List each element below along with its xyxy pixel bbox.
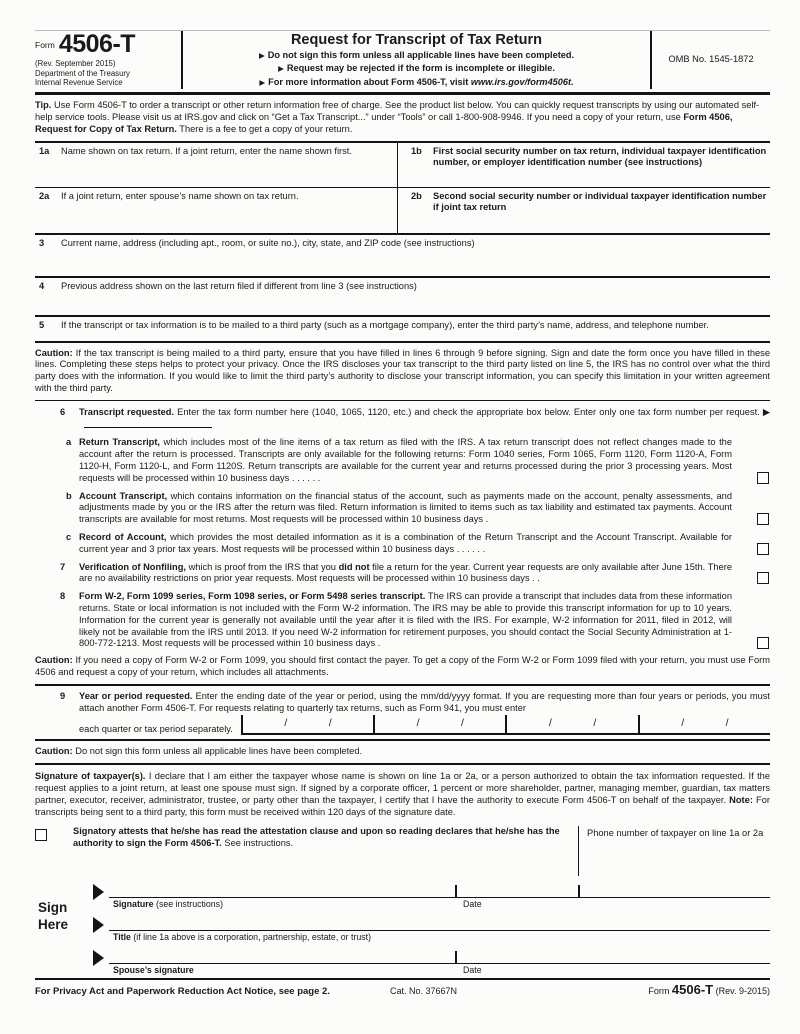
date-label: Date <box>463 964 482 975</box>
line-6a-text: Return Transcript, which includes most of the line items of a tax return as filed with the IRS. A tax return transcript does not reflect changes made to the account after the return is processed. Transcripts are only available for the following returns: Form 1040 series, Form 1065, Form 1120, Form 1120-A, Form 1120-H, Form 1120-L, and Form 1120S. Return transcripts are available for the current year and returns processed during the prior 3 processing years. Most requests will be processed within 10 business days . . . . . . <box>79 437 732 483</box>
line-letter: c <box>66 531 72 542</box>
sign-here-label: Sign Here <box>38 900 69 932</box>
line-8-w2-1099-transcript <box>35 591 770 650</box>
caution-w2-copy: Caution: If you need a copy of Form W-2 or Form 1099, you should first contact the payer. To get a copy of the Form W-2 or Form 1099 filed with your return, you must use Form 4506 and request a copy of your return, which includes all attachments. <box>35 655 771 677</box>
field-3-current-address[interactable] <box>35 235 475 276</box>
line-7-text: Verification of Nonfiling, which is proof from the IRS that you did not file a return for the year. Current year requests are only available after June 15th. There are no availability restrictions on prior year requests. Most requests will be processed within 10 business days . . <box>79 561 732 584</box>
line-6-label: Transcript requested. Enter the tax form number here (1040, 1065, 1120, etc.) and check the appropriate box below. Enter only one tax form number per request. ▶ <box>79 406 771 417</box>
line-8-text: Form W-2, Form 1099 series, Form 1098 series, or Form 5498 series transcript. The IRS can provide a transcript that includes data from these information returns. State or local information is not included with the Form W-2 information. The IRS may be able to provide this transcript information for up to 10 years. Information for the current year is generally not available until the year after it is filed with the IRS. For example, W-2 information for 2011, filed in 2012, will likely not be available from the IRS until 2013. If you need W-2 information for retirement purposes, you should contact the Social Security Administration at 1-800-772-1213. Most requests will be processed within 10 business days . <box>79 591 733 649</box>
phone-number-label: Phone number of taxpayer on line 1a or 2a <box>587 828 764 839</box>
field-1a-label: Name shown on tax return. If a joint return, enter the name shown first. <box>61 145 352 156</box>
header-bullet-2-text: Request may be rejected if the form is incomplete or illegible. <box>286 63 555 74</box>
spouse-signature-label: Spouse’s signature <box>113 964 194 975</box>
form-title: Request for Transcript of Tax Return <box>290 32 543 48</box>
catalog-number: Cat. No. 37667N <box>390 986 458 997</box>
slash: / <box>461 717 464 730</box>
line-letter: b <box>66 490 72 501</box>
line-number: 9 <box>60 690 66 701</box>
line-9-text-block <box>79 691 770 736</box>
slash: / <box>328 717 332 730</box>
line-7-verification-of-nonfiling <box>35 562 770 586</box>
field-1b-label: First social security number on tax return, individual taxpayer identification number, or employer identification number (see instructions) <box>433 145 767 168</box>
signature-row <box>35 876 770 909</box>
form-header <box>35 30 770 95</box>
period-date-row <box>241 715 770 735</box>
header-bullet-1 <box>191 49 642 62</box>
header-bullet-1-text: Do not sign this form unless all applicable lines have been completed. <box>267 50 575 60</box>
field-2b-label: Second social security number or individual taxpayer identification number if joint tax return <box>433 190 767 213</box>
field-2a-label: If a joint return, enter spouse’s name shown on tax return. <box>61 190 299 201</box>
w2-series-transcript-checkbox[interactable] <box>757 637 769 649</box>
tip-paragraph: Tip. Use Form 4506-T to order a transcript or other return information free of charge. See the product list below. You can quickly request transcripts by using our automated self-help service tools. Please visit us at IRS.gov and click on “Get a Tax Transcript...” under “Tools” or call 1-800-908-9946. If you need a copy of your return, use Form 4506, Request for Copy of Tax Return. There is a fee to get a copy of your return. <box>35 100 760 134</box>
line-number: 5 <box>39 319 45 330</box>
phone-divider <box>578 885 580 898</box>
attestation-bold: Signatory attests that he/she has read the attestation clause and upon so reading declares that he/she has the authority to sign the Form 4506-T. <box>73 826 560 848</box>
dept-treasury-label: Department of the Treasury <box>35 68 130 78</box>
form-word: Form <box>35 40 55 51</box>
attestation-text <box>73 826 578 876</box>
field-4-previous-address[interactable] <box>35 278 417 315</box>
verification-of-nonfiling-checkbox[interactable] <box>757 572 769 584</box>
irs-label: Internal Revenue Service <box>35 78 123 88</box>
spouse-signature-input[interactable] <box>109 963 770 964</box>
footer-form-rev: (Rev. 9-2015) <box>715 986 770 997</box>
line-6-transcript-requested <box>35 407 770 432</box>
line-letter: a <box>66 437 72 448</box>
period-date-input-1[interactable] <box>241 715 373 733</box>
line-number: 2a <box>39 190 50 201</box>
title-row <box>35 909 770 942</box>
field-2a-spouse-name[interactable] <box>35 188 398 233</box>
bullet-arrow-icon: ▶ <box>259 77 266 87</box>
attestation-plain: See instructions. <box>221 837 294 848</box>
sign-arrow-icon <box>93 884 104 900</box>
sign-arrow-icon <box>93 950 104 966</box>
sign-here-block <box>35 876 770 975</box>
line-9-label-tail: each quarter or tax period separately. <box>79 723 233 734</box>
field-2b-second-ssn[interactable] <box>398 188 770 233</box>
line-6c-record-of-account <box>35 532 770 556</box>
period-date-input-4[interactable] <box>638 715 770 733</box>
omb-number: OMB No. 1545-1872 <box>650 31 770 89</box>
section-divider <box>35 684 770 686</box>
tax-form-number-input[interactable] <box>84 419 212 428</box>
line-6c-text: Record of Account, which provides the most detailed information as it is a combination of the Return Transcript and the Account Transcript. Available for current year and 3 prior tax years. Most requests will be processed within 10 business days . . . . . . <box>79 531 732 554</box>
signature-declaration: Signature of taxpayer(s). I declare that I am either the taxpayer whose name is shown on line 1a or 2a, or a person authorized to obtain the tax information requested. If the request applies to a joint return, at least one spouse must sign. If signed by a corporate officer, 1 percent or more shareholder, partner, managing member, guardian, tax matters partner, executor, receiver, administrator, trustee, or party other than the taxpayer, I certify that I have the authority to execute Form 4506-T on behalf of the taxpayer. Note: For transcripts being sent to a third party, this form must be received within 120 days of the signature date. <box>35 771 770 817</box>
caution-third-party: Caution: If the tax transcript is being mailed to a third party, ensure that you have filled in lines 6 through 9 before signing. Sign and date the form once you have filled in these lines. Completing these steps helps to protect your privacy. Once the IRS discloses your tax transcript to the third party listed on line 5, the IRS has no control over what the third party does with the information. If you would like to limit the third party’s authority to disclose your transcript information, you can specify this limitation in your written agreement with the third party. <box>35 343 770 401</box>
line-number: 7 <box>60 561 66 572</box>
date-divider <box>455 951 457 964</box>
form-footer <box>35 978 770 998</box>
signature-label: Signature (see instructions) <box>113 898 223 909</box>
field-1a-name[interactable] <box>35 143 398 187</box>
row-2 <box>35 188 770 235</box>
account-transcript-checkbox[interactable] <box>757 513 769 525</box>
privacy-act-notice: For Privacy Act and Paperwork Reduction Act Notice, see page 2. <box>35 986 330 998</box>
form-id-block <box>35 31 183 89</box>
slash: / <box>284 717 288 730</box>
header-bullet-3-text: For more information about Form 4506-T, visit www.irs.gov/form4506t. <box>268 76 574 87</box>
line-number: 4 <box>39 280 45 291</box>
title-label: Title (if line 1a above is a corporation, partnership, estate, or trust) <box>113 931 372 942</box>
line-6a-return-transcript <box>35 437 770 484</box>
period-date-input-3[interactable] <box>505 715 637 733</box>
field-5-label: If the transcript or tax information is to be mailed to a third party (such as a mortgage company), enter the third party’s name, address, and telephone number. <box>61 319 709 330</box>
field-1b-ssn[interactable] <box>398 143 770 187</box>
attestation-row <box>35 826 770 876</box>
field-5-third-party[interactable] <box>35 317 709 341</box>
line-9-year-or-period <box>35 691 770 736</box>
line-number: 1a <box>39 145 50 156</box>
slash: / <box>593 717 597 730</box>
line-6b-text: Account Transcript, which contains information on the financial status of the account, such as payments made on the account, penalty assessments, and adjustments made by you or the IRS after the return was filed. Return information is limited to items such as tax liability and estimated tax payments. Account transcripts are available for most returns. Most requests will be processed within 10 business days . <box>79 490 732 525</box>
caution-do-not-sign: Caution: Do not sign this form unless all applicable lines have been completed. <box>35 746 363 757</box>
footer-form-number: 4506-T <box>671 982 714 998</box>
line-number: 1b <box>411 145 422 156</box>
field-3-label: Current name, address (including apt., room, or suite no.), city, state, and ZIP code (see instructions) <box>61 237 475 248</box>
phone-number-input[interactable] <box>578 826 770 876</box>
date-divider <box>455 885 457 898</box>
line-number: 8 <box>60 591 66 602</box>
slash: / <box>416 717 420 730</box>
bullet-arrow-icon: ▶ <box>258 51 265 60</box>
slash: / <box>548 717 552 730</box>
form-revision: (Rev. September 2015) <box>35 59 116 68</box>
slash: / <box>681 717 685 730</box>
form-number: 4506-T <box>58 30 136 58</box>
row-4 <box>35 278 770 317</box>
sign-arrow-icon <box>93 917 104 933</box>
period-date-input-2[interactable] <box>373 715 505 733</box>
row-5 <box>35 317 770 343</box>
bullet-arrow-icon: ▶ <box>278 64 284 74</box>
slash: / <box>725 717 729 730</box>
record-of-account-checkbox[interactable] <box>757 543 769 555</box>
line-number: 2b <box>411 190 422 201</box>
row-3 <box>35 235 770 278</box>
footer-form-id <box>580 984 770 998</box>
form-title-block <box>183 31 650 89</box>
field-4-label: Previous address shown on the last return filed if different from line 3 (see instructions) <box>61 280 417 291</box>
line-6b-account-transcript <box>35 491 770 526</box>
line-number: 6 <box>60 406 66 417</box>
line-number: 3 <box>39 237 45 248</box>
header-bullet-2 <box>191 62 642 75</box>
date-label: Date <box>463 898 482 909</box>
spouse-signature-row <box>35 942 770 975</box>
header-bullet-3 <box>191 76 642 89</box>
return-transcript-checkbox[interactable] <box>757 472 769 484</box>
signatory-attestation-checkbox[interactable] <box>35 829 47 841</box>
line-9-label: Year or period requested. Enter the ending date of the year or period, using the mm/dd/yyyy format. If you are requesting more than four years or periods, you must attach another Form 4506-T. For requests relating to quarterly tax returns, such as Form 941, you must enter <box>79 690 771 713</box>
row-1 <box>35 143 770 188</box>
footer-form-word: Form <box>648 986 670 997</box>
line-6-text <box>79 407 770 432</box>
